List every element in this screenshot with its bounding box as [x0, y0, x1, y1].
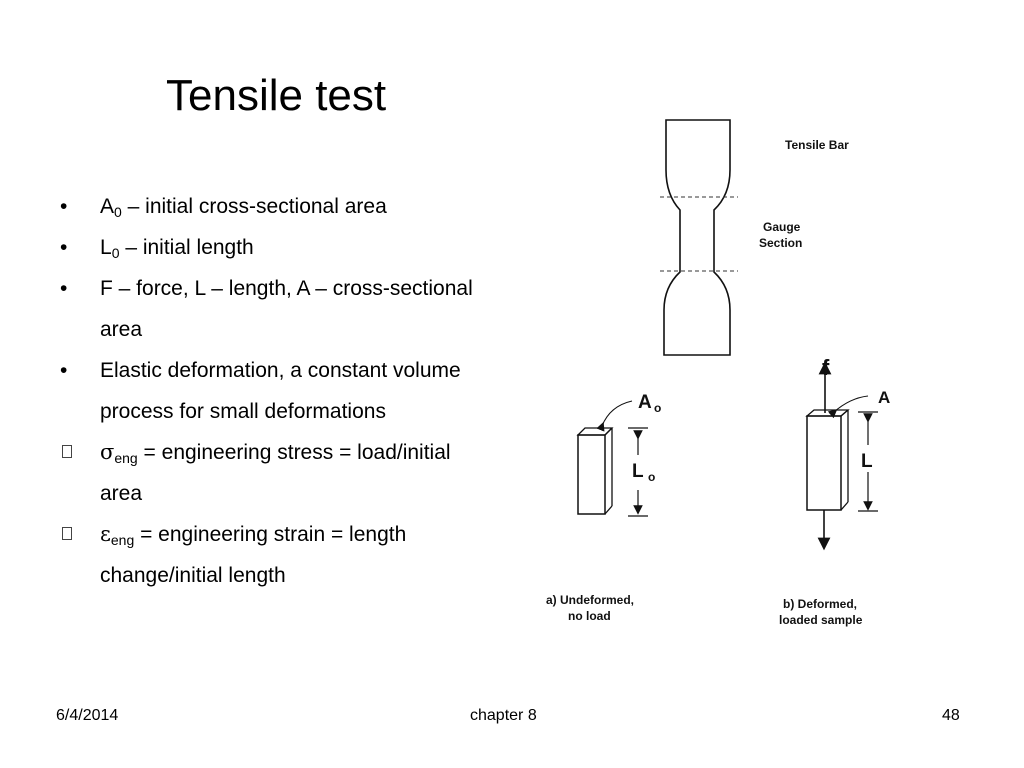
undeformed-length-sub: o: [648, 470, 656, 484]
bullet-text: F – force, L – length, A – cross-sectional area: [100, 277, 473, 341]
deformed-caption-line2: loaded sample: [779, 613, 863, 627]
bullet-marker: •: [60, 195, 68, 218]
gauge-label-line2: Section: [759, 236, 803, 250]
bullet-symbol: ε: [100, 522, 111, 546]
bullet-text: = engineering strain = length change/initial length: [100, 523, 407, 587]
bullet-subscript: eng: [114, 450, 138, 466]
undeformed-length-label: L: [632, 461, 644, 482]
bullet-marker: •: [60, 236, 68, 259]
bullet-item: [58, 186, 478, 227]
footer-page-number: 48: [942, 707, 960, 724]
bullet-item: [58, 268, 478, 350]
undeformed-area-label: A: [638, 392, 652, 413]
bullet-marker: •: [60, 277, 68, 300]
undeformed-sample: [578, 401, 648, 516]
slide-title: Tensile test: [166, 71, 387, 120]
box-bullet-icon: [62, 445, 72, 458]
bullet-item: [58, 227, 478, 268]
force-label: f: [822, 355, 830, 380]
bullet-subscript: eng: [110, 532, 135, 548]
bullet-item: [58, 514, 478, 596]
footer-chapter: chapter 8: [470, 707, 537, 724]
bullet-text: = engineering stress = load/initial area: [100, 441, 451, 505]
bullet-item: [58, 432, 478, 514]
deformed-caption-line1: b) Deformed,: [783, 597, 858, 611]
area-leader-arrow: [602, 401, 632, 426]
undeformed-caption-line1: a) Undeformed,: [546, 593, 635, 607]
bullet-text: Elastic deformation, a constant volume process for small deformations: [100, 359, 461, 423]
undeformed-caption-line2: no load: [568, 609, 611, 623]
deformed-area-label: A: [878, 388, 891, 407]
bullet-symbol: A: [100, 195, 115, 218]
bullet-marker: •: [60, 359, 68, 382]
bullet-symbol: σ: [100, 440, 115, 464]
bullet-item: [58, 350, 478, 432]
deformed-length-label: L: [861, 451, 873, 472]
footer-date: 6/4/2014: [56, 707, 119, 724]
tensile-bar-label: Tensile Bar: [785, 138, 849, 152]
bullet-symbol: L: [100, 236, 112, 259]
tensile-bar: [660, 120, 738, 355]
bullet-subscript: 0: [114, 204, 122, 220]
tensile-test-diagram: [520, 100, 910, 660]
gauge-label-line1: Gauge: [763, 220, 801, 234]
bullet-text: – initial cross-sectional area: [121, 195, 387, 218]
bullet-text: – initial length: [119, 236, 254, 259]
undeformed-area-sub: o: [654, 401, 662, 415]
bullet-list: [58, 186, 478, 596]
bullet-subscript: 0: [111, 245, 120, 261]
box-bullet-icon: [62, 527, 72, 540]
